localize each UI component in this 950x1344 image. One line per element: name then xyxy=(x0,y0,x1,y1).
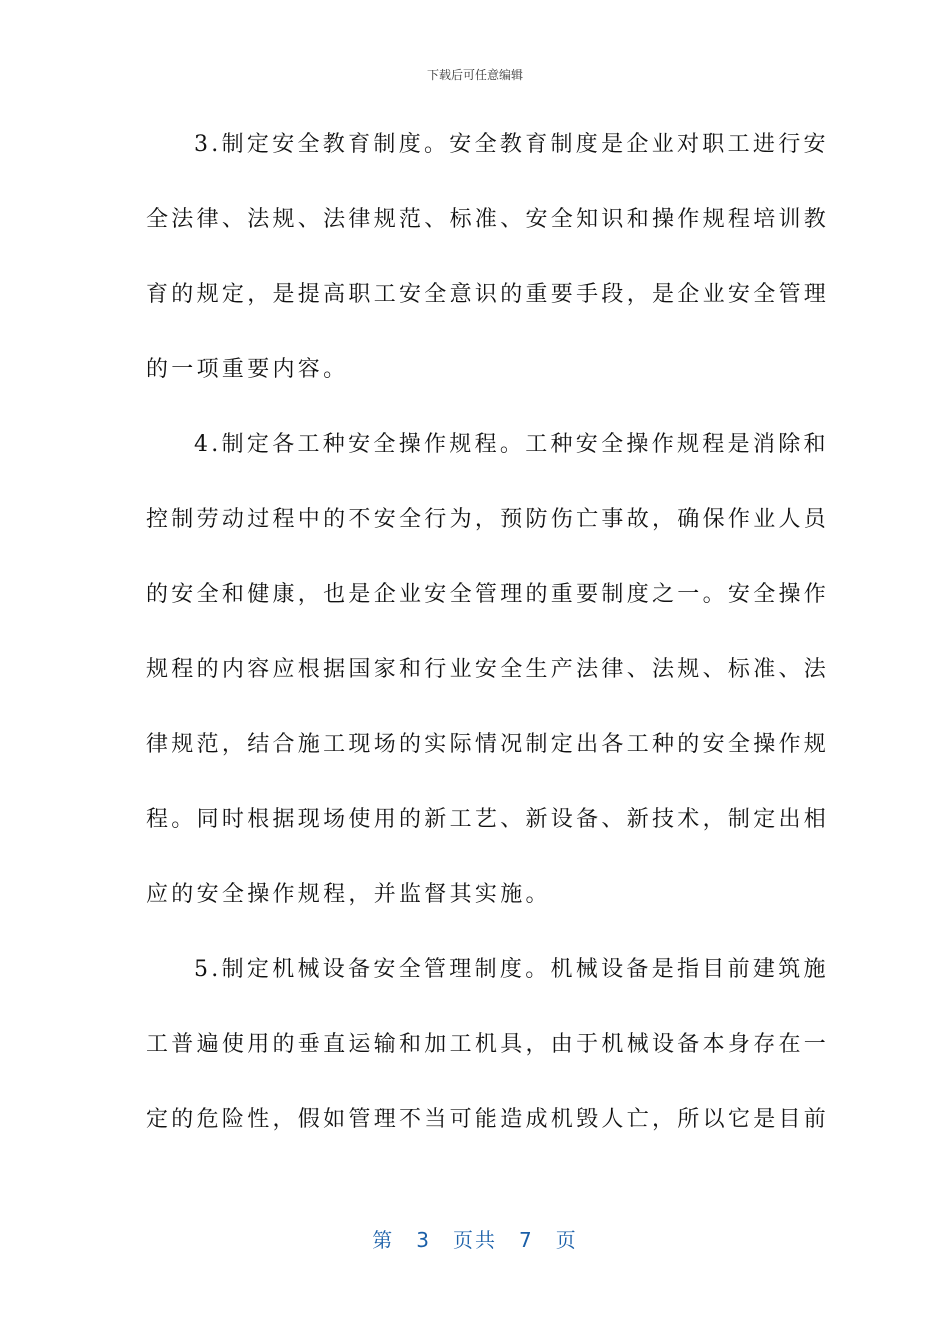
paragraph-1-line-4: 的一项重要内容。 xyxy=(146,357,349,382)
paragraph-2-line-6: 程。同时根据现场使用的新工艺、新设备、新技术，制定出相 xyxy=(146,807,830,832)
paragraph-3-line-3: 定的危险性，假如管理不当可能造成机毁人亡，所以它是目前 xyxy=(146,1107,830,1132)
paragraph-1-line-2: 全法律、法规、法律规范、标准、安全知识和操作规程培训教 xyxy=(146,207,830,232)
paragraph-2-line-1: 4.制定各工种安全操作规程。工种安全操作规程是消除和 xyxy=(194,432,829,457)
paragraph-2-line-7: 应的安全操作规程，并监督其实施。 xyxy=(146,882,551,907)
paragraph-3-line-1: 5.制定机械设备安全管理制度。机械设备是指目前建筑施 xyxy=(194,957,829,982)
header-note: 下载后可任意编辑 xyxy=(426,68,523,82)
paragraph-3-line-2: 工普遍使用的垂直运输和加工机具，由于机械设备本身存在一 xyxy=(146,1032,830,1057)
current-page-number: 3 xyxy=(416,1228,431,1252)
paragraph-1-line-1: 3.制定安全教育制度。安全教育制度是企业对职工进行安 xyxy=(194,132,829,157)
footer-suffix: 页 xyxy=(555,1228,578,1252)
total-pages-number: 7 xyxy=(519,1228,534,1252)
document-body xyxy=(146,124,830,1174)
page-footer xyxy=(0,1224,950,1253)
paragraph-2-line-5: 律规范，结合施工现场的实际情况制定出各工种的安全操作规 xyxy=(146,732,830,757)
footer-middle: 页共 xyxy=(453,1228,497,1252)
paragraph-2-line-3: 的安全和健康，也是企业安全管理的重要制度之一。安全操作 xyxy=(146,582,830,607)
footer-prefix: 第 xyxy=(372,1228,395,1252)
paragraph-2-line-2: 控制劳动过程中的不安全行为，预防伤亡事故，确保作业人员 xyxy=(146,507,830,532)
paragraph-2-line-4: 规程的内容应根据国家和行业安全生产法律、法规、标准、法 xyxy=(146,657,830,682)
paragraph-1-line-3: 育的规定，是提高职工安全意识的重要手段，是企业安全管理 xyxy=(146,282,830,307)
